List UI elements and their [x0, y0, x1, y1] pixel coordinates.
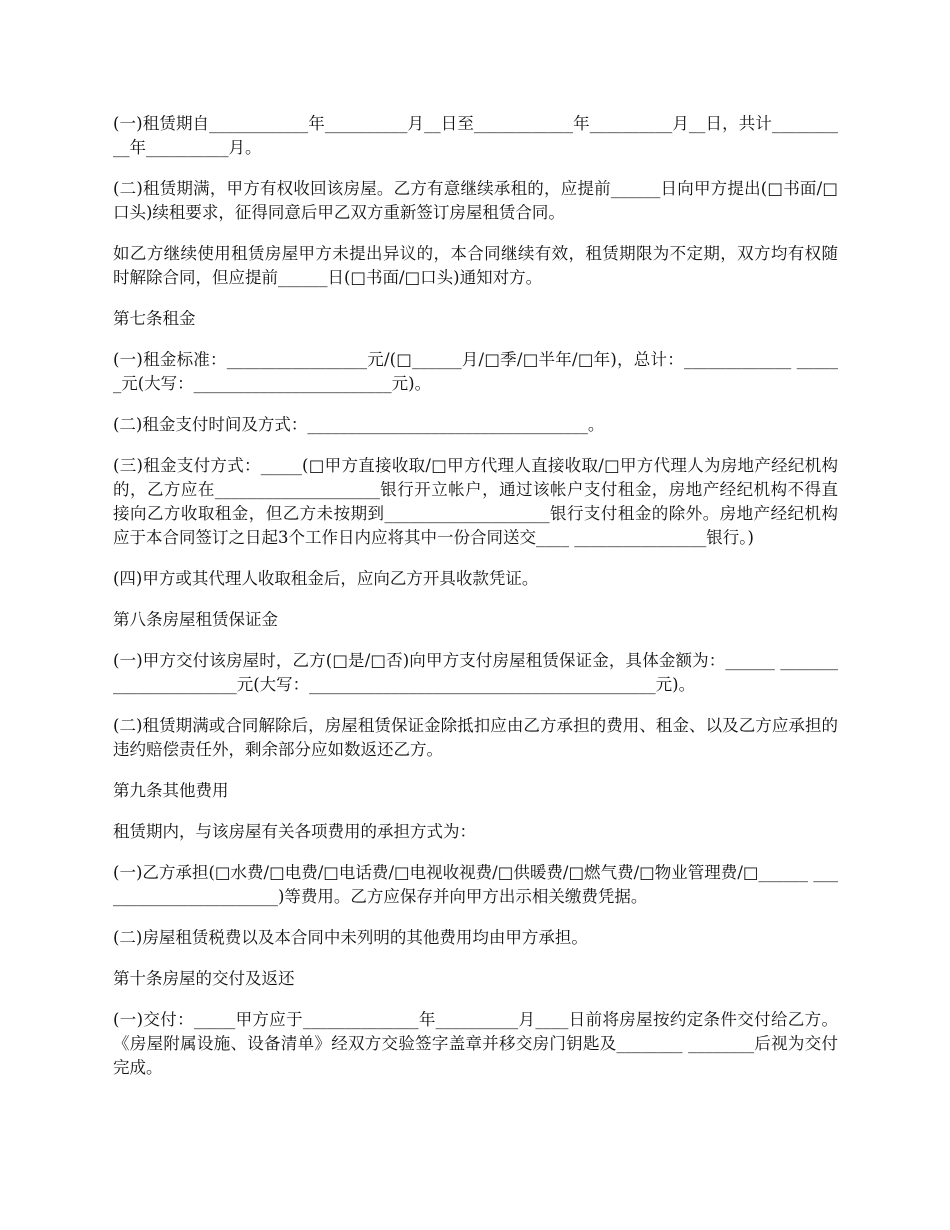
clause-fees-tenant: (一)乙方承担(□水费/□电费/□电话费/□电视收视费/□供暖费/□燃气费/□物业管理费/□______ _______________________)等费用。乙方应保存并向甲方出示相关缴费凭据。: [113, 863, 838, 906]
clause-rent-payment-method: (三)租金支付方式：_____(□甲方直接收取/□甲方代理人直接收取/□甲方代理人为房地产经纪机构的，乙方应在____________________银行开立帐户，通过该帐户支付租金，房地产经纪机构不得直接向乙方收取租金，但乙方未按期到____________________银行支付租金的除外。房地产经纪机构应于本合同签订之日起3个工作日内应将其中一份合同送交____ ________________银行。): [113, 456, 838, 547]
clause-rent-standard: (一)租金标准：_________________元/(□______月/□季/□半年/□年)，总计：_____________ ______元(大写：________________________元)。: [113, 350, 838, 393]
clause-deposit-amount: (一)甲方交付该房屋时，乙方(□是/□否)向甲方支付房屋租赁保证金，具体金额为：______ ______________________元(大写：__________________________________________元)。: [113, 651, 838, 694]
clause-rent-payment-time: (二)租金支付时间及方式：__________________________________。: [113, 415, 605, 434]
article-9-heading: 第九条其他费用: [113, 781, 229, 800]
clause-indefinite-term: 如乙方继续使用租赁房屋甲方未提出异议的，本合同继续有效，租赁期限为不定期，双方均有权随时解除合同，但应提前______日(□书面/□口头)通知对方。: [113, 244, 838, 287]
clause-deposit-return: (二)租赁期满或合同解除后，房屋租赁保证金除抵扣应由乙方承担的费用、租金、以及乙方应承担的违约赔偿责任外，剩余部分应如数返还乙方。: [113, 716, 838, 759]
article-7-heading: 第七条租金: [113, 309, 196, 328]
clause-fees-landlord: (二)房屋租赁税费以及本合同中未列明的其他费用均由甲方承担。: [113, 928, 588, 947]
clause-delivery: (一)交付：_____甲方应于______________年__________月____日前将房屋按约定条件交付给乙方。《房屋附属设施、设备清单》经双方交验签字盖章并移交房门钥匙及________ ________后视为交付完成。: [113, 1010, 838, 1077]
clause-lease-renewal: (二)租赁期满，甲方有权收回该房屋。乙方有意继续承租的，应提前______日向甲方提出(□书面/□口头)续租要求，征得同意后甲乙双方重新签订房屋租赁合同。: [113, 179, 838, 222]
clause-rent-receipt: (四)甲方或其代理人收取租金后，应向乙方开具收款凭证。: [113, 569, 539, 588]
article-8-heading: 第八条房屋租赁保证金: [113, 610, 278, 629]
clause-lease-term: (一)租赁期自____________年__________月__日至____________年__________月__日，共计__________年__________月。: [113, 114, 838, 157]
clause-fees-intro: 租赁期内，与该房屋有关各项费用的承担方式为：: [113, 822, 476, 841]
article-10-heading: 第十条房屋的交付及返还: [113, 969, 295, 988]
document-page: [113, 112, 838, 1097]
